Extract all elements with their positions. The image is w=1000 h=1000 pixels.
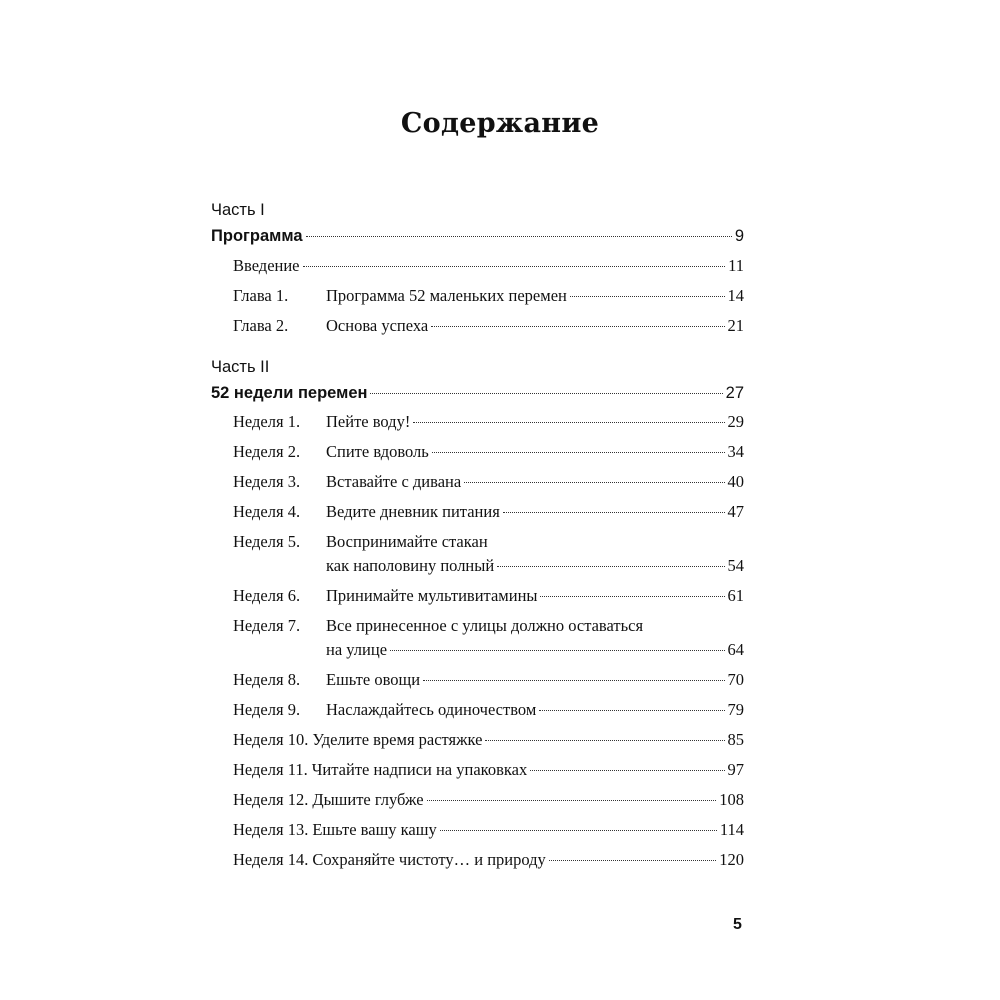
leader-dots — [464, 482, 724, 483]
toc-entry[interactable] — [233, 256, 744, 276]
toc-entry-title: Спите вдоволь — [326, 442, 429, 461]
toc-entry-page: 70 — [727, 670, 744, 689]
toc-entry-page: 120 — [719, 850, 744, 869]
leader-dots — [497, 566, 724, 567]
toc-entry-page: 97 — [727, 760, 744, 779]
toc-entry-title: Наслаждайтесь одиночеством — [326, 700, 537, 719]
toc-entry[interactable] — [233, 502, 744, 522]
toc-entry-title: как наполовину полный — [326, 556, 495, 575]
toc-entry-number: Неделя 4. — [233, 502, 301, 521]
toc-entry-page: 108 — [719, 790, 744, 809]
toc-entry-number: Неделя 9. — [233, 700, 301, 719]
toc-entry-title: Принимайте мультивитамины — [326, 586, 538, 605]
toc-entry-page: 29 — [727, 412, 744, 431]
leader-dots — [485, 740, 724, 741]
toc-entry-title: Основа успеха — [326, 316, 429, 335]
toc-entry-number: Неделя 7. — [233, 616, 301, 635]
toc-entry-page: 11 — [728, 256, 744, 275]
toc-entry-first-line[interactable] — [233, 616, 744, 636]
toc-entry-number: Глава 1. — [233, 286, 289, 305]
toc-entry[interactable] — [233, 730, 744, 750]
toc-entry-title-line1: Воспринимайте стакан — [326, 532, 488, 551]
toc-entry-number: Неделя 8. — [233, 670, 301, 689]
toc-entry-title: Ешьте вашу кашу — [312, 820, 437, 839]
toc-entry[interactable] — [233, 586, 744, 606]
leader-dots — [503, 512, 725, 513]
toc-entry[interactable] — [233, 700, 744, 720]
toc-entry-title: Ешьте овощи — [326, 670, 421, 689]
toc-entry[interactable] — [233, 472, 744, 492]
toc-entry-title: Сохраняйте чистоту… и природу — [312, 850, 546, 869]
toc-heading-part-1[interactable] — [211, 226, 744, 246]
leader-dots — [539, 710, 724, 711]
toc-entry-number: Неделя 12. — [233, 790, 309, 809]
leader-dots — [570, 296, 725, 297]
leader-dots — [413, 422, 724, 423]
leader-dots — [306, 236, 732, 237]
toc-entry-first-line[interactable] — [233, 532, 744, 552]
toc-entry-page: 85 — [727, 730, 744, 749]
leader-dots — [540, 596, 724, 597]
toc-entry-number: Глава 2. — [233, 316, 289, 335]
toc-entry-page: 47 — [727, 502, 744, 521]
toc-entry-number: Неделя 10. — [233, 730, 309, 749]
leader-dots — [530, 770, 724, 771]
toc-entry-title: Программа 52 маленьких перемен — [326, 286, 567, 305]
toc-entry-title: Вставайте с дивана — [326, 472, 462, 491]
toc-entry[interactable] — [233, 790, 744, 810]
toc-entry-title: Уделите время растяжке — [312, 730, 483, 749]
toc-entry-title: на улице — [326, 640, 388, 659]
toc-entry-number: Неделя 14. — [233, 850, 309, 869]
page-number: 5 — [733, 916, 742, 933]
toc-entry-number: Неделя 2. — [233, 442, 301, 461]
toc-entry-page: 34 — [727, 442, 744, 461]
part-2-label: Часть II — [211, 358, 270, 376]
toc-entry-page: 79 — [727, 700, 744, 719]
toc-entry[interactable] — [233, 820, 744, 840]
toc-entry-page: 64 — [727, 640, 744, 659]
leader-dots — [390, 650, 724, 651]
toc-heading-page: 9 — [734, 227, 744, 245]
toc-entry[interactable] — [233, 850, 744, 870]
leader-dots — [549, 860, 716, 861]
toc-entry-title-line1: Все принесенное с улицы должно оставаться — [326, 616, 644, 635]
toc-entry[interactable] — [233, 760, 744, 780]
toc-entry-number: Неделя 11. — [233, 760, 308, 779]
toc-entry[interactable] — [233, 316, 744, 336]
leader-dots — [432, 452, 725, 453]
toc-entry-number: Неделя 13. — [233, 820, 309, 839]
toc-entry-continuation[interactable] — [326, 556, 744, 576]
toc-entry-number: Неделя 1. — [233, 412, 301, 431]
toc-entry-page: 40 — [727, 472, 744, 491]
toc-entry-title: Читайте надписи на упаковках — [311, 760, 528, 779]
toc-entry-continuation[interactable] — [326, 640, 744, 660]
part-1-label: Часть I — [211, 201, 265, 219]
toc-entry[interactable] — [233, 442, 744, 462]
toc-heading-page: 27 — [725, 384, 744, 402]
leader-dots — [303, 266, 726, 267]
toc-entry[interactable] — [233, 670, 744, 690]
page-title: Содержание — [400, 108, 600, 139]
toc-entry-title: Пейте воду! — [326, 412, 411, 431]
toc-entry-number: Неделя 6. — [233, 586, 301, 605]
toc-entry-number: Неделя 3. — [233, 472, 301, 491]
toc-entry-title: Ведите дневник питания — [326, 502, 500, 521]
toc-entry-page: 54 — [727, 556, 744, 575]
toc-entry-page: 61 — [727, 586, 744, 605]
leader-dots — [423, 680, 724, 681]
leader-dots — [427, 800, 717, 801]
leader-dots — [440, 830, 717, 831]
toc-entry[interactable] — [233, 286, 744, 306]
toc-entry-page: 21 — [727, 316, 744, 335]
toc-heading-part-2[interactable] — [211, 383, 744, 403]
toc-entry-title: Введение — [233, 256, 300, 275]
toc-heading-title: Программа — [211, 227, 303, 245]
toc-entry-page: 114 — [719, 820, 744, 839]
toc-heading-title: 52 недели перемен — [211, 384, 368, 402]
toc-entry-page: 14 — [727, 286, 744, 305]
leader-dots — [370, 393, 722, 394]
leader-dots — [431, 326, 724, 327]
toc-entry-number: Неделя 5. — [233, 532, 301, 551]
toc-entry[interactable] — [233, 412, 744, 432]
toc-entry-title: Дышите глубже — [312, 790, 424, 809]
